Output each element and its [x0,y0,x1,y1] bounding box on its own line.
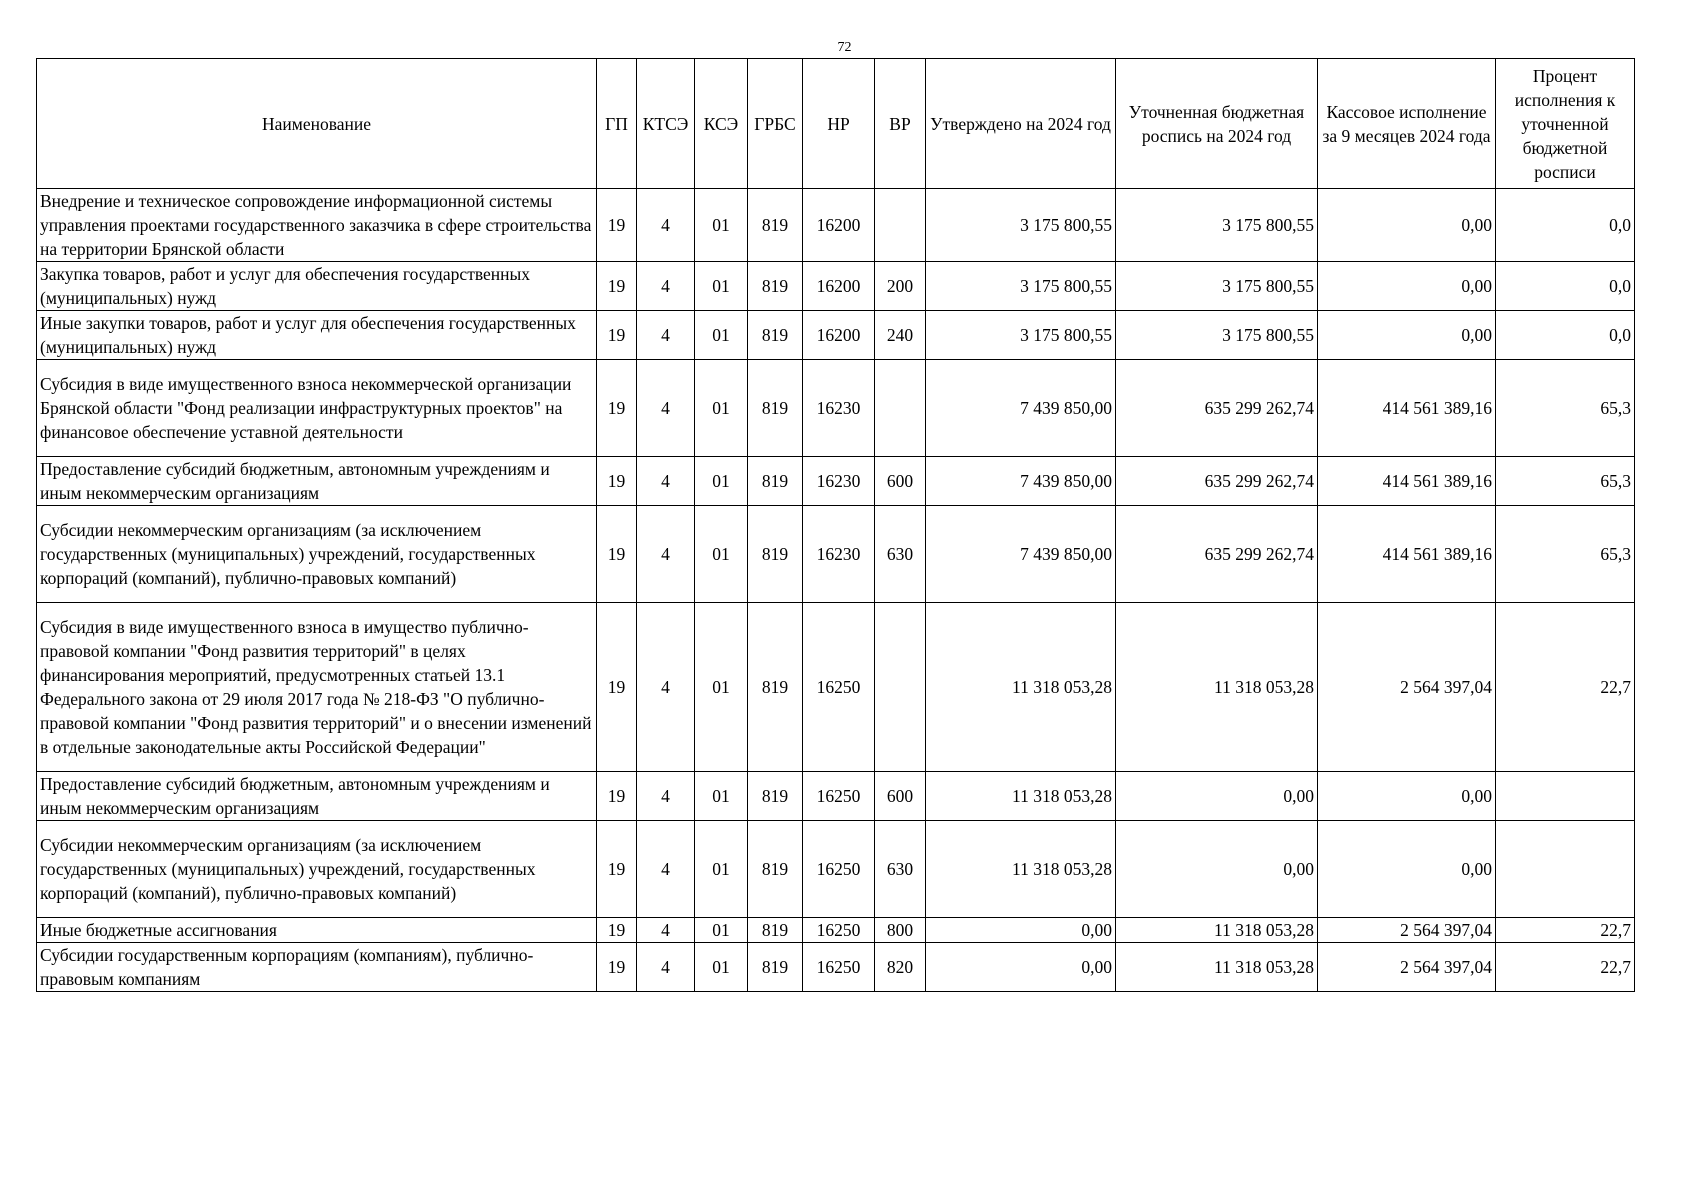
row-kse: 01 [695,918,748,943]
row-grbs: 819 [748,943,803,992]
row-nr: 16250 [803,772,875,821]
row-cash: 2 564 397,04 [1318,603,1496,772]
header-percent: Процент исполнения к уточненной бюджетной росписи [1496,59,1635,189]
row-cash: 0,00 [1318,772,1496,821]
row-nr: 16200 [803,189,875,262]
row-cash: 414 561 389,16 [1318,506,1496,603]
row-vr: 630 [875,821,926,918]
row-approved: 7 439 850,00 [926,457,1116,506]
row-kse: 01 [695,603,748,772]
table-row [37,821,1635,918]
row-percent: 65,3 [1496,457,1635,506]
row-refined: 3 175 800,55 [1116,189,1318,262]
row-gp: 19 [597,821,637,918]
row-gp: 19 [597,189,637,262]
row-kse: 01 [695,821,748,918]
row-approved: 7 439 850,00 [926,360,1116,457]
header-kse: КСЭ [695,59,748,189]
table-row [37,262,1635,311]
header-cash: Кассовое исполнение за 9 месяцев 2024 года [1318,59,1496,189]
row-name: Иные закупки товаров, работ и услуг для обеспечения государственных (муниципальных) нужд [37,311,597,360]
row-percent: 22,7 [1496,918,1635,943]
row-grbs: 819 [748,189,803,262]
row-name: Предоставление субсидий бюджетным, автономным учреждениям и иным некоммерческим организациям [37,772,597,821]
row-kse: 01 [695,189,748,262]
header-name: Наименование [37,59,597,189]
header-nr: НР [803,59,875,189]
row-grbs: 819 [748,262,803,311]
row-gp: 19 [597,918,637,943]
row-refined: 635 299 262,74 [1116,506,1318,603]
row-kse: 01 [695,772,748,821]
row-cash: 414 561 389,16 [1318,360,1496,457]
row-ktse: 4 [637,918,695,943]
row-ktse: 4 [637,457,695,506]
row-nr: 16200 [803,311,875,360]
header-grbs: ГРБС [748,59,803,189]
row-ktse: 4 [637,311,695,360]
row-nr: 16230 [803,360,875,457]
header-vr: ВР [875,59,926,189]
row-vr: 800 [875,918,926,943]
row-percent [1496,772,1635,821]
row-grbs: 819 [748,821,803,918]
page-number: 72 [837,40,852,55]
row-approved: 3 175 800,55 [926,311,1116,360]
row-ktse: 4 [637,360,695,457]
row-gp: 19 [597,360,637,457]
row-name: Иные бюджетные ассигнования [37,918,597,943]
row-refined: 3 175 800,55 [1116,311,1318,360]
row-cash: 0,00 [1318,311,1496,360]
row-cash: 2 564 397,04 [1318,943,1496,992]
row-grbs: 819 [748,311,803,360]
row-approved: 0,00 [926,943,1116,992]
row-gp: 19 [597,262,637,311]
row-percent: 65,3 [1496,506,1635,603]
row-nr: 16250 [803,821,875,918]
row-approved: 0,00 [926,918,1116,943]
row-refined: 11 318 053,28 [1116,943,1318,992]
row-refined: 0,00 [1116,821,1318,918]
row-vr: 200 [875,262,926,311]
row-approved: 11 318 053,28 [926,772,1116,821]
row-kse: 01 [695,943,748,992]
row-vr [875,189,926,262]
header-gp: ГП [597,59,637,189]
row-approved: 11 318 053,28 [926,821,1116,918]
row-vr: 240 [875,311,926,360]
header-ktse: КТСЭ [637,59,695,189]
row-ktse: 4 [637,262,695,311]
row-kse: 01 [695,262,748,311]
row-grbs: 819 [748,506,803,603]
row-ktse: 4 [637,506,695,603]
row-grbs: 819 [748,772,803,821]
table-row [37,311,1635,360]
row-name: Субсидия в виде имущественного взноса в имущество публично-правовой компании "Фонд развития территорий" в целях финансирования мероприятий, предусмотренных статьей 13.1 Федерального закона от 29 июля 2017 года № 218-ФЗ "О публично-правовой компании "Фонд развития территорий" и о внесении изменений в отдельные законодательные акты Российской Федерации" [37,603,597,772]
table-header-row [37,59,1635,189]
row-refined: 11 318 053,28 [1116,918,1318,943]
row-refined: 635 299 262,74 [1116,457,1318,506]
row-gp: 19 [597,506,637,603]
row-gp: 19 [597,772,637,821]
row-nr: 16250 [803,603,875,772]
header-approved: Утверждено на 2024 год [926,59,1116,189]
row-kse: 01 [695,311,748,360]
table-row [37,918,1635,943]
row-nr: 16250 [803,918,875,943]
row-nr: 16230 [803,457,875,506]
row-grbs: 819 [748,918,803,943]
row-refined: 3 175 800,55 [1116,262,1318,311]
row-cash: 2 564 397,04 [1318,918,1496,943]
row-kse: 01 [695,457,748,506]
row-approved: 7 439 850,00 [926,506,1116,603]
row-nr: 16250 [803,943,875,992]
row-gp: 19 [597,943,637,992]
row-name: Субсидии некоммерческим организациям (за исключением государственных (муниципальных) учреждений, государственных корпораций (компаний), публично-правовых компаний) [37,506,597,603]
row-grbs: 819 [748,603,803,772]
row-name: Субсидии государственным корпорациям (компаниям), публично-правовым компаниям [37,943,597,992]
row-vr: 600 [875,457,926,506]
table-row [37,772,1635,821]
row-approved: 3 175 800,55 [926,189,1116,262]
row-kse: 01 [695,360,748,457]
table-row [37,189,1635,262]
row-cash: 0,00 [1318,189,1496,262]
table-row [37,603,1635,772]
row-percent: 0,0 [1496,311,1635,360]
header-refined: Уточненная бюджетная роспись на 2024 год [1116,59,1318,189]
row-vr: 820 [875,943,926,992]
row-grbs: 819 [748,360,803,457]
row-percent: 22,7 [1496,603,1635,772]
row-refined: 635 299 262,74 [1116,360,1318,457]
row-ktse: 4 [637,189,695,262]
row-cash: 0,00 [1318,262,1496,311]
table-row [37,943,1635,992]
row-name: Закупка товаров, работ и услуг для обеспечения государственных (муниципальных) нужд [37,262,597,311]
row-percent: 0,0 [1496,262,1635,311]
row-vr: 630 [875,506,926,603]
row-ktse: 4 [637,772,695,821]
row-ktse: 4 [637,603,695,772]
row-approved: 3 175 800,55 [926,262,1116,311]
table-row [37,457,1635,506]
row-grbs: 819 [748,457,803,506]
row-name: Субсидия в виде имущественного взноса некоммерческой организации Брянской области "Фонд реализации инфраструктурных проектов" на финансовое обеспечение уставной деятельности [37,360,597,457]
row-gp: 19 [597,457,637,506]
row-percent: 0,0 [1496,189,1635,262]
row-kse: 01 [695,506,748,603]
row-cash: 414 561 389,16 [1318,457,1496,506]
budget-table [36,58,1635,992]
row-cash: 0,00 [1318,821,1496,918]
row-approved: 11 318 053,28 [926,603,1116,772]
table-row [37,506,1635,603]
row-gp: 19 [597,603,637,772]
row-vr: 600 [875,772,926,821]
row-name: Субсидии некоммерческим организациям (за исключением государственных (муниципальных) учреждений, государственных корпораций (компаний), публично-правовых компаний) [37,821,597,918]
row-nr: 16200 [803,262,875,311]
row-vr [875,603,926,772]
row-percent: 65,3 [1496,360,1635,457]
row-gp: 19 [597,311,637,360]
table-row [37,360,1635,457]
row-refined: 0,00 [1116,772,1318,821]
row-percent: 22,7 [1496,943,1635,992]
row-nr: 16230 [803,506,875,603]
row-name: Предоставление субсидий бюджетным, автономным учреждениям и иным некоммерческим организациям [37,457,597,506]
row-ktse: 4 [637,943,695,992]
row-percent [1496,821,1635,918]
row-vr [875,360,926,457]
row-refined: 11 318 053,28 [1116,603,1318,772]
row-ktse: 4 [637,821,695,918]
row-name: Внедрение и техническое сопровождение информационной системы управления проектами государственного заказчика в сфере строительства на территории Брянской области [37,189,597,262]
